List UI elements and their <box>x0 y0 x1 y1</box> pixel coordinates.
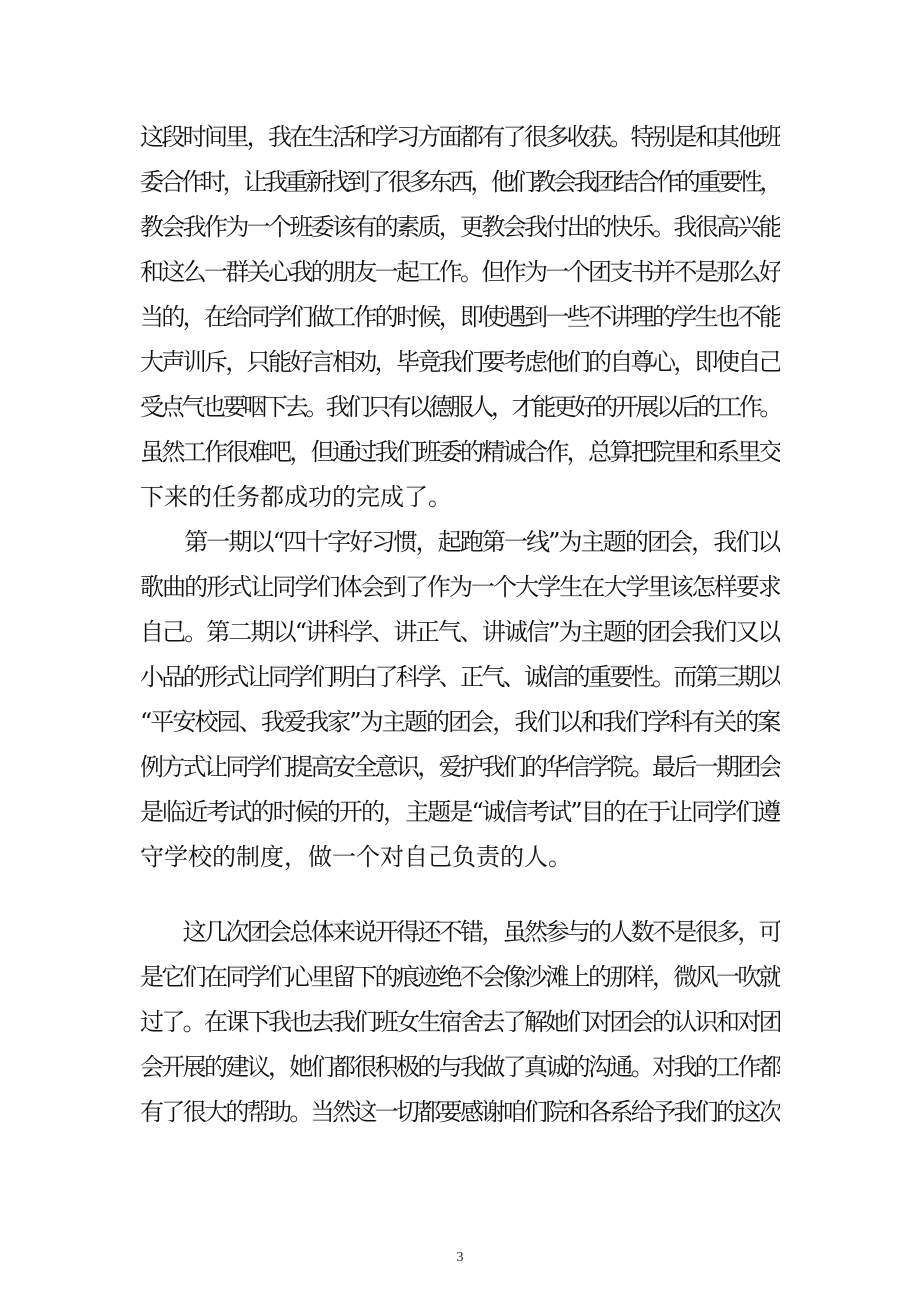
text-line: 小品的形式让同学们明白了科学、正气、诚信的重要性。而第三期以 <box>140 663 780 691</box>
text-line: 这几次团会总体来说开得还不错，虽然参与的人数不是很多，可 <box>140 918 780 946</box>
text-line: 虽然工作很难吧，但通过我们班委的精诚合作，总算把院里和系里交 <box>140 438 780 466</box>
text-line: 委合作时，让我重新找到了很多东西，他们教会我团结合作的重要性， <box>140 168 780 196</box>
text-line: 是它们在同学们心里留下的痕迹绝不会像沙滩上的那样，微风一吹就 <box>140 963 780 991</box>
page-number: 3 <box>456 1250 464 1265</box>
text-line: 会开展的建议，她们都很积极的与我做了真诚的沟通。对我的工作都 <box>140 1053 780 1081</box>
text-line: 第一期以“四十字好习惯，起跑第一线”为主题的团会，我们以 <box>140 528 780 556</box>
text-line: 当的，在给同学们做工作的时候，即使遇到一些不讲理的学生也不能 <box>140 303 780 331</box>
text-line: 例方式让同学们提高安全意识，爱护我们的华信学院。最后一期团会 <box>140 753 780 781</box>
text-line: 这段时间里，我在生活和学习方面都有了很多收获。特别是和其他班 <box>140 123 780 151</box>
text-line: 守学校的制度，做一个对自己负责的人。 <box>140 843 572 871</box>
text-line: 和这么一群关心我的朋友一起工作。但作为一个团支书并不是那么好 <box>140 258 780 286</box>
text-line: 大声训斥，只能好言相劝，毕竟我们要考虑他们的自尊心，即使自己 <box>140 348 780 376</box>
text-line: 是临近考试的时候的开的，主题是“诚信考试”目的在于让同学们遵 <box>140 798 780 826</box>
text-line: 自己。第二期以“讲科学、讲正气、讲诚信”为主题的团会我们又以 <box>140 618 780 646</box>
text-line: 有了很大的帮助。当然这一切都要感谢咱们院和各系给予我们的这次 <box>140 1098 780 1126</box>
text-line: 下来的任务都成功的完成了。 <box>140 483 452 511</box>
text-line: 教会我作为一个班委该有的素质，更教会我付出的快乐。我很高兴能 <box>140 213 780 241</box>
text-line: 过了。在课下我也去我们班女生宿舍去了解她们对团会的认识和对团 <box>140 1008 780 1036</box>
text-line: “平安校园、我爱我家”为主题的团会，我们以和我们学科有关的案 <box>140 708 780 736</box>
text-line: 歌曲的形式让同学们体会到了作为一个大学生在大学里该怎样要求 <box>140 573 780 601</box>
text-line: 受点气也要咽下去。我们只有以德服人，才能更好的开展以后的工作。 <box>140 393 780 421</box>
